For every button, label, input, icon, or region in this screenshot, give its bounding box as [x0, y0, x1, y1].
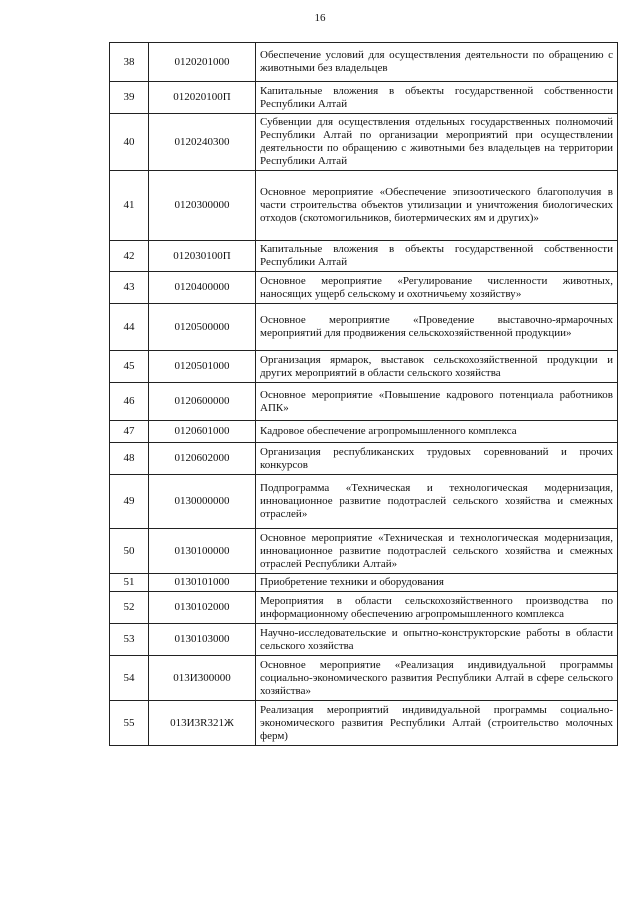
row-number: 49 [110, 475, 149, 529]
row-description: Основное мероприятие «Повышение кадрового потенциала работников АПК» [256, 383, 618, 421]
table-row [110, 701, 618, 746]
table-row [110, 43, 618, 82]
row-number: 50 [110, 529, 149, 574]
row-number: 48 [110, 443, 149, 475]
row-code: 013И3R321Ж [149, 701, 256, 746]
table-row [110, 574, 618, 592]
row-code: 012030100П [149, 241, 256, 272]
row-code: 0120602000 [149, 443, 256, 475]
table-row [110, 171, 618, 241]
row-code: 0120500000 [149, 304, 256, 351]
table-row [110, 351, 618, 383]
row-number: 42 [110, 241, 149, 272]
row-number: 54 [110, 656, 149, 701]
row-number: 52 [110, 592, 149, 624]
row-code: 0120400000 [149, 272, 256, 304]
table-row [110, 475, 618, 529]
table-row [110, 383, 618, 421]
row-description: Организация ярмарок, выставок сельскохозяйственной продукции и других мероприятий в области сельского хозяйства [256, 351, 618, 383]
row-code: 0120501000 [149, 351, 256, 383]
row-code: 0120601000 [149, 421, 256, 443]
page-number: 16 [314, 12, 326, 24]
table-row [110, 529, 618, 574]
row-number: 38 [110, 43, 149, 82]
row-description: Основное мероприятие «Техническая и технологическая модернизация, инновационное развитие подотраслей сельского хозяйства и смежных отраслей Республики Алтай» [256, 529, 618, 574]
row-code: 0120300000 [149, 171, 256, 241]
row-number: 39 [110, 82, 149, 114]
row-number: 51 [110, 574, 149, 592]
table-row [110, 624, 618, 656]
row-description: Подпрограмма «Техническая и технологическая модернизация, инновационное развитие подотраслей сельского хозяйства и смежных отраслей» [256, 475, 618, 529]
row-number: 43 [110, 272, 149, 304]
row-description: Основное мероприятие «Проведение выставочно-ярмарочных мероприятий для продвижения сельскохозяйственной продукции» [256, 304, 618, 351]
row-description: Основное мероприятие «Реализация индивидуальной программы социально-экономического развития Республики Алтай в сфере сельского хозяйства» [256, 656, 618, 701]
row-number: 40 [110, 114, 149, 171]
row-number: 53 [110, 624, 149, 656]
row-code: 0130100000 [149, 529, 256, 574]
row-description: Приобретение техники и оборудования [256, 574, 618, 592]
row-code: 0130000000 [149, 475, 256, 529]
table-row [110, 421, 618, 443]
table-row [110, 241, 618, 272]
row-description: Научно-исследовательские и опытно-конструкторские работы в области сельского хозяйства [256, 624, 618, 656]
row-number: 41 [110, 171, 149, 241]
row-description: Организация республиканских трудовых соревнований и прочих конкурсов [256, 443, 618, 475]
row-number: 44 [110, 304, 149, 351]
table-row [110, 114, 618, 171]
table-row [110, 82, 618, 114]
row-code: 0130102000 [149, 592, 256, 624]
row-description: Капитальные вложения в объекты государственной собственности Республики Алтай [256, 241, 618, 272]
budget-classification-table [109, 42, 618, 746]
row-description: Реализация мероприятий индивидуальной программы социально-экономического развития Республики Алтай (строительство молочных ферм) [256, 701, 618, 746]
row-number: 55 [110, 701, 149, 746]
row-description: Обеспечение условий для осуществления деятельности по обращению с животными без владельцев [256, 43, 618, 82]
row-number: 45 [110, 351, 149, 383]
row-number: 46 [110, 383, 149, 421]
table-body [110, 43, 618, 746]
row-description: Капитальные вложения в объекты государственной собственности Республики Алтай [256, 82, 618, 114]
row-code: 0130103000 [149, 624, 256, 656]
row-code: 0120201000 [149, 43, 256, 82]
table-row [110, 656, 618, 701]
row-code: 013И300000 [149, 656, 256, 701]
row-code: 0120240300 [149, 114, 256, 171]
table-row [110, 592, 618, 624]
table-row [110, 304, 618, 351]
row-description: Мероприятия в области сельскохозяйственного производства по информационному обеспечению агропромышленного комплекса [256, 592, 618, 624]
row-code: 0120600000 [149, 383, 256, 421]
row-code: 0130101000 [149, 574, 256, 592]
table-row [110, 272, 618, 304]
table-row [110, 443, 618, 475]
row-code: 012020100П [149, 82, 256, 114]
row-number: 47 [110, 421, 149, 443]
row-description: Кадровое обеспечение агропромышленного комплекса [256, 421, 618, 443]
row-description: Субвенции для осуществления отдельных государственных полномочий Республики Алтай по организации мероприятий при осуществлении деятельности по обращению с животными без владельцев на территории Республики Алтай [256, 114, 618, 171]
row-description: Основное мероприятие «Регулирование численности животных, наносящих ущерб сельскому и охотничьему хозяйству» [256, 272, 618, 304]
row-description: Основное мероприятие «Обеспечение эпизоотического благополучия в части строительства объектов утилизации и уничтожения биологических отходов (скотомогильников, биотермических ям и других)» [256, 171, 618, 241]
